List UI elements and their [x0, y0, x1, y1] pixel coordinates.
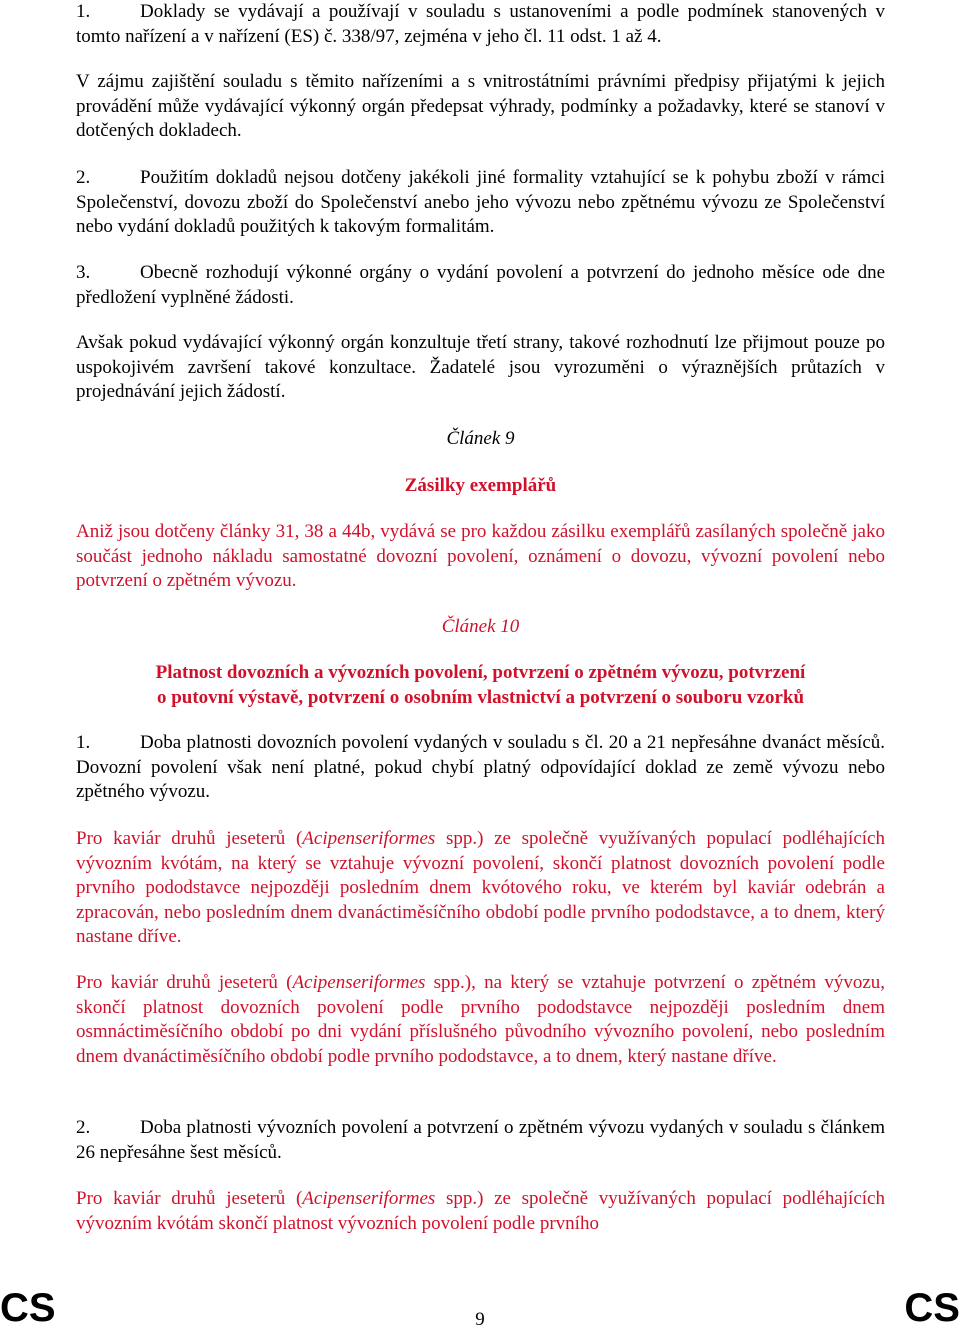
- article-9-title: Zásilky exemplářů: [404, 475, 557, 496]
- article-10-title-line-1: Platnost dovozních a vývozních povolení, potvrzení o zpětném vývozu, potvrzení: [155, 662, 806, 683]
- paragraph-1-sub: V zájmu zajištění souladu s těmito nařízeními a s vnitrostátními právními předpisy přijatými k jejich provádění může vydávající výkonný orgán předepsat výhrady, podmínky a požadavky, které se stanoví v dotčených dokladech.: [76, 71, 885, 141]
- paragraph-number: 1.: [76, 1, 91, 22]
- article-9-text: Aniž jsou dotčeny články 31, 38 a 44b, vydává se pro každou zásilku exemplářů zasílaných společně jako součást jednoho nákladu samostatné dovozní povolení, oznámení o dovozu, vývozní povolení nebo potvrzení o zpětném vývozu.: [76, 521, 885, 591]
- paragraph-2: [76, 166, 885, 240]
- article-10-title-line-2: o putovní výstavě, potvrzení o osobním vlastnictví a potvrzení o souboru vzorků: [156, 686, 805, 708]
- caviar-text-after: spp.) ze společně využívaných populací podléhajících vývozním kvótám skončí platnost vývozních povolení podle prvního: [76, 1188, 885, 1234]
- caviar-paragraph-3: [76, 1187, 885, 1236]
- article-10-paragraph-1: [76, 731, 885, 805]
- caviar-text-before: Pro kaviár druhů jeseterů (: [76, 972, 293, 993]
- caviar-text-after: spp.), na který se vztahuje potvrzení o zpětném vývozu, skončí platnost dovozních povolení podle prvního pododstavce nejpozději posledním dnem osmnáctiměsíčního období po dni vydání příslušného původního vývozního povolení, nebo posledním dnem dvanáctiměsíčního období podle prvního pododstavce, a to dnem, který nastane dříve.: [76, 972, 885, 1067]
- footer-language-left: CS: [0, 1286, 56, 1330]
- paragraph-3: [76, 261, 885, 310]
- footer-language-right: CS: [904, 1286, 960, 1330]
- caviar-paragraph-1: [76, 827, 885, 950]
- article-10-title: [74, 661, 887, 710]
- caviar-text-after: spp.) ze společně využívaných populací podléhajících vývozním kvótám, na který se vztahuje vývozní povolení, skončí platnost dovozních povolení podle prvního pododstavce nejpozději posledním dnem kvótového roku, ve kterém byl kaviár odebrán a zpracován, nebo posledním dnem dvanáctiměsíčního období podle prvního pododstavce, a to dnem, který nastane dříve.: [76, 828, 885, 947]
- paragraph-text: Obecně rozhodují výkonné orgány o vydání povolení a potvrzení do jednoho měsíce ode dne předložení vyplněné žádosti.: [76, 262, 885, 308]
- paragraph-number: 2.: [76, 1117, 91, 1138]
- paragraph-number: 3.: [76, 262, 91, 283]
- caviar-text-before: Pro kaviár druhů jeseterů (: [76, 828, 303, 849]
- article-10-paragraph-2: [76, 1116, 885, 1165]
- paragraph-number: 2.: [76, 167, 91, 188]
- paragraph-3-sub: Avšak pokud vydávající výkonný orgán konzultuje třetí strany, takové rozhodnutí lze přijmout pouze po uspokojivém završení takové konzultace. Žadatelé jsou vyrozuměni o výraznějších průtazích v projednávání jejich žádostí.: [76, 332, 885, 402]
- species-name: Acipenseriformes: [292, 972, 426, 993]
- paragraph-text: Použitím dokladů nejsou dotčeny jakékoli jiné formality vztahující se k pohybu zboží v rámci Společenství, dovozu zboží do Společenství anebo jeho vývozu nebo zpětnému vývozu ze Společenství nebo vydání dokladů použitých k takovým formalitám.: [76, 167, 885, 237]
- paragraph-text: Doklady se vydávají a používají v souladu s ustanoveními a podle podmínek stanovených v tomto nařízení a v nařízení (ES) č. 338/97, zejména v jeho čl. 11 odst. 1 až 4.: [76, 1, 885, 47]
- caviar-paragraph-2: [76, 971, 885, 1069]
- caviar-text-before: Pro kaviár druhů jeseterů (: [76, 1188, 303, 1209]
- article-10-label: Článek 10: [441, 616, 520, 637]
- paragraph-text: Doba platnosti vývozních povolení a potvrzení o zpětném vývozu vydaných v souladu s článkem 26 nepřesáhne šest měsíců.: [76, 1117, 885, 1163]
- species-name: Acipenseriformes: [302, 828, 436, 849]
- paragraph-text: Doba platnosti dovozních povolení vydaných v souladu s čl. 20 a 21 nepřesáhne dvanáct měsíců. Dovozní povolení však není platné, pokud chybí platný odpovídající doklad ze země vývozu nebo zpětného vývozu.: [76, 732, 885, 802]
- article-9-label: Článek 9: [446, 428, 515, 449]
- page-number: 9: [475, 1309, 485, 1330]
- paragraph-number: 1.: [76, 732, 91, 753]
- species-name: Acipenseriformes: [302, 1188, 436, 1209]
- paragraph-1: [76, 0, 885, 49]
